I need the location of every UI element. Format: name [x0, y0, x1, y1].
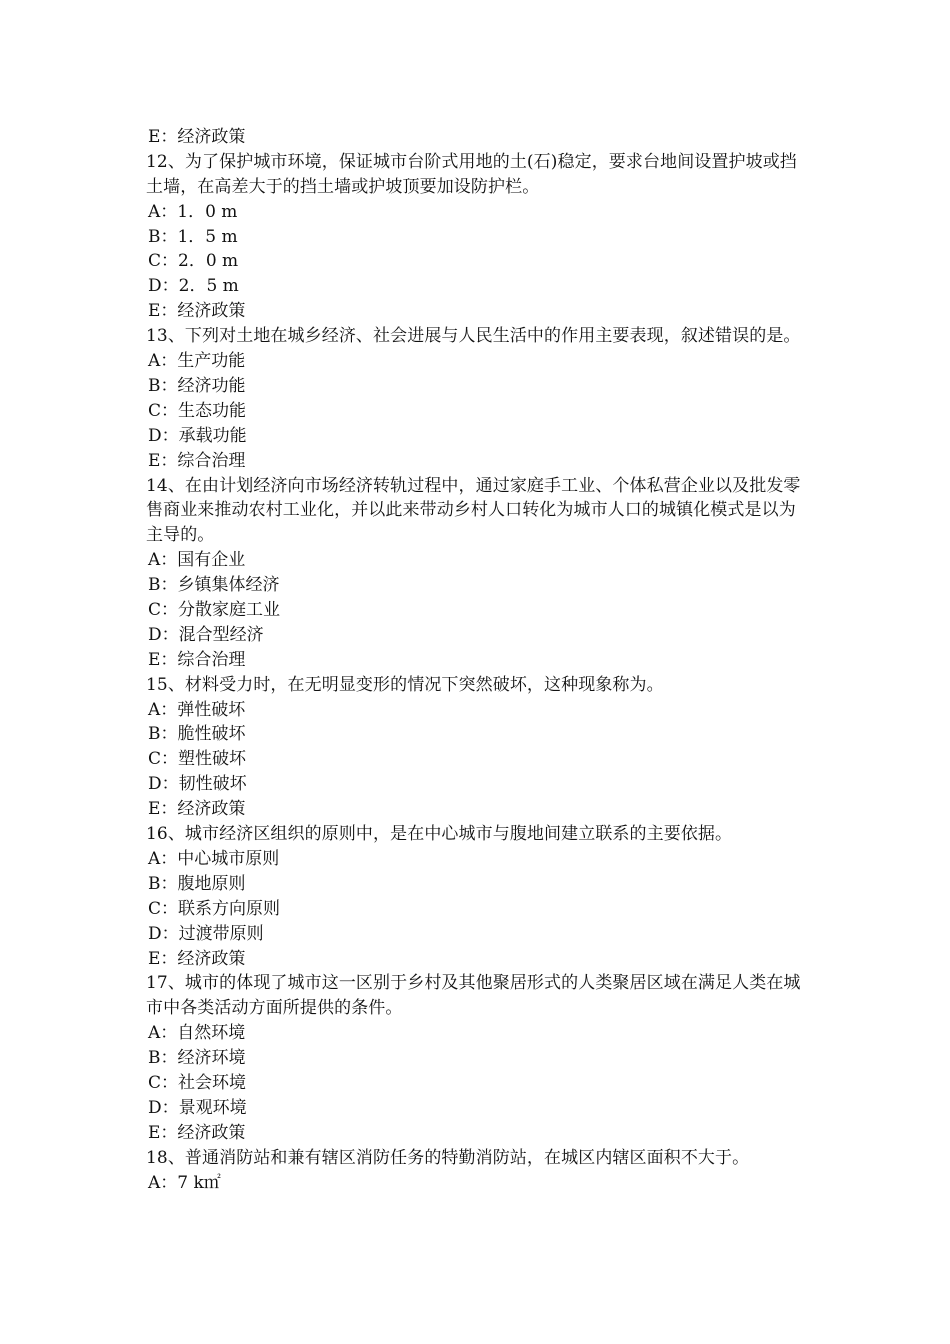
question-text: 13、下列对土地在城乡经济、社会进展与人民生活中的作用主要表现，叙述错误的是。	[146, 326, 801, 347]
question-text: 14、在由计划经济向市场经济转轨过程中，通过家庭手工业、个体私营企业以及批发零售商业来推动农村工业化，并以此来带动乡村人口转化为城市人口的城镇化模式是以为主导的。	[146, 475, 801, 546]
question-block	[146, 150, 811, 324]
answer-option: E：经济政策	[148, 799, 246, 820]
answer-option: A：中心城市原则	[148, 848, 280, 869]
answer-option: B：1．5 m	[148, 226, 238, 247]
answer-option: B：经济功能	[148, 375, 246, 396]
option-e-previous: E：经济政策	[148, 127, 246, 147]
answer-option: A：1．0 m	[148, 201, 238, 222]
answer-option: C：分散家庭工业	[148, 600, 281, 621]
answer-option: C：2．0 m	[148, 251, 239, 272]
answer-option: E：综合治理	[148, 450, 246, 471]
answer-option: E：经济政策	[148, 301, 246, 322]
answer-option: A：弹性破坏	[148, 699, 246, 720]
answer-option: C：社会环境	[148, 1073, 247, 1093]
question-block	[146, 1146, 811, 1196]
answer-option: B：腹地原则	[148, 873, 246, 894]
answer-option: E：经济政策	[148, 948, 246, 969]
answer-option: C：塑性破坏	[148, 749, 247, 770]
answer-option: C：联系方向原则	[148, 898, 281, 919]
question-text: 16、城市经济区组织的原则中，是在中心城市与腹地间建立联系的主要依据。	[146, 824, 733, 845]
answer-option: A：自然环境	[148, 1023, 246, 1044]
question-block	[146, 971, 811, 1145]
answer-option: D：韧性破坏	[148, 774, 247, 795]
question-list	[146, 150, 811, 1196]
answer-option: A：生产功能	[148, 351, 246, 372]
answer-option: B：乡镇集体经济	[148, 575, 280, 596]
question-block	[146, 324, 811, 473]
question-text: 17、城市的体现了城市这一区别于乡村及其他聚居形式的人类聚居区域在满足人类在城市中各类活动方面所提供的条件。	[146, 973, 801, 1019]
answer-option: D：2．5 m	[148, 276, 239, 297]
question-block	[146, 474, 811, 673]
document-page	[146, 125, 811, 1195]
answer-option: B：经济环境	[148, 1048, 246, 1069]
answer-option: C：生态功能	[148, 400, 247, 421]
answer-option: A：国有企业	[148, 550, 246, 571]
question-text: 15、材料受力时，在无明显变形的情况下突然破坏，这种现象称为。	[146, 674, 664, 695]
answer-option: D：过渡带原则	[148, 923, 264, 944]
question-text: 18、普通消防站和兼有辖区消防任务的特勤消防站，在城区内辖区面积不大于。	[146, 1147, 750, 1168]
question-text: 12、为了保护城市环境，保证城市台阶式用地的土(石)稳定，要求台地间设置护坡或挡土墙，在高差大于的挡土墙或护坡顶要加设防护栏。	[146, 151, 797, 197]
answer-option: E：经济政策	[148, 1122, 246, 1143]
answer-option: D：承载功能	[148, 425, 247, 446]
answer-option: B：脆性破坏	[148, 724, 246, 745]
answer-option: E：综合治理	[148, 649, 246, 670]
answer-option: D：混合型经济	[148, 624, 264, 645]
question-block	[146, 673, 811, 822]
answer-option: A：7 k㎡	[148, 1172, 221, 1193]
question-block	[146, 822, 811, 971]
answer-option: D：景观环境	[148, 1097, 247, 1118]
